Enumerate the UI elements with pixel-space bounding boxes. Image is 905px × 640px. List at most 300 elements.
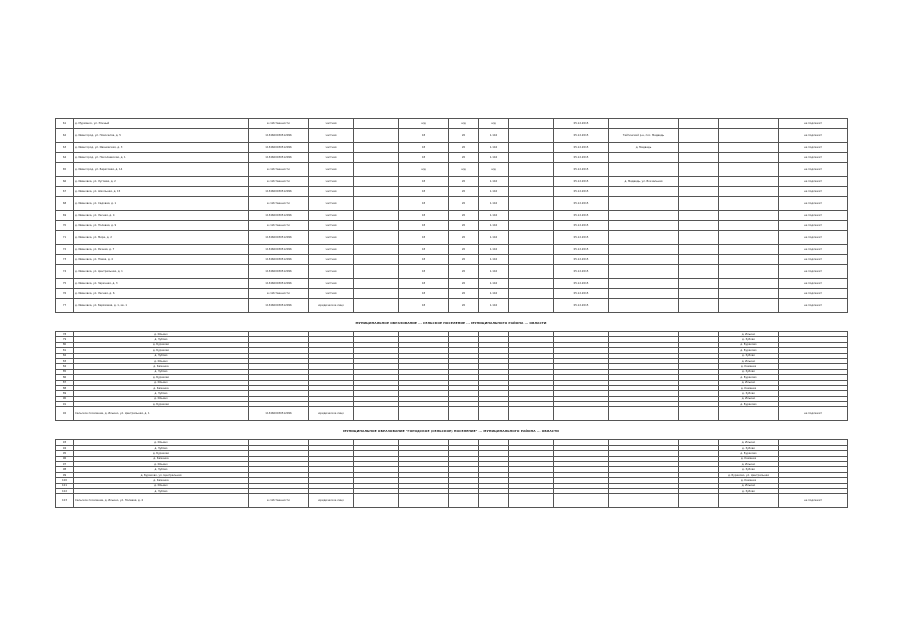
row-value: 1.116: [479, 299, 509, 313]
row-kind: частная: [309, 177, 354, 187]
row-number: 79: [56, 337, 74, 342]
row-owner: 1134600030512096: [249, 153, 309, 163]
row-kind: частная: [309, 153, 354, 163]
row-location: [609, 279, 679, 289]
row-location: [609, 197, 679, 211]
row-empty: [679, 211, 719, 221]
row-number: 102: [56, 488, 74, 493]
row-empty: [609, 494, 679, 508]
row-count: 18: [399, 221, 449, 231]
row-value: 20: [449, 265, 479, 279]
row-owner: 1134600030512096: [249, 143, 309, 153]
row-kind: частная: [309, 265, 354, 279]
row-empty: [354, 255, 399, 265]
row-address: д. Бураково: [74, 375, 249, 380]
row-address: д. Бураково: [74, 348, 249, 353]
row-number: 87: [56, 380, 74, 385]
table-row: [56, 245, 848, 255]
row-detail: д. Зубово: [719, 353, 779, 358]
row-date: 05.12.2015: [554, 197, 609, 211]
row-owner: 1134600030512096: [249, 299, 309, 313]
row-value: 1.116: [479, 153, 509, 163]
row-owner: 1134600030512096: [249, 255, 309, 265]
row-detail: [719, 197, 779, 211]
row-address: д. Бураково: [74, 342, 249, 347]
row-empty: [509, 265, 554, 279]
row-detail: д. Ильино: [719, 483, 779, 488]
row-empty: [354, 245, 399, 255]
row-value: 20: [449, 255, 479, 265]
row-empty: [679, 245, 719, 255]
row-empty: [354, 494, 399, 508]
row-count: 18: [399, 129, 449, 143]
row-address: д. Зубово: [74, 467, 249, 472]
row-detail: д. Ильино: [719, 358, 779, 363]
row-empty: [354, 143, 399, 153]
row-status: не подлежит: [779, 153, 848, 163]
row-number: 73: [56, 255, 74, 265]
row-value: 1.116: [479, 231, 509, 245]
row-count: 18: [399, 143, 449, 153]
row-location: д. Медведь: [609, 143, 679, 153]
row-location: [609, 211, 679, 221]
row-empty: [509, 221, 554, 231]
row-detail: д. Бураково: [719, 402, 779, 407]
row-number: 61: [56, 119, 74, 129]
row-kind: частная: [309, 231, 354, 245]
row-value: 20: [449, 221, 479, 231]
row-owner: в собственности: [249, 289, 309, 299]
table-row: [56, 143, 848, 153]
row-status: не подлежит: [779, 245, 848, 255]
row-value: 1.116: [479, 129, 509, 143]
row-value: 20: [449, 177, 479, 187]
table-row: [56, 279, 848, 289]
row-value: 20: [449, 153, 479, 163]
row-empty: [354, 407, 399, 421]
row-kind: частная: [309, 279, 354, 289]
row-detail: д. Ильино: [719, 332, 779, 337]
row-address: д. Ивановка, ул. Заречная, д. 3: [74, 279, 249, 289]
row-status: не подлежит: [779, 279, 848, 289]
row-kind: частная: [309, 187, 354, 197]
row-address: д. Ивановка, ул. Лесная, д. 4: [74, 211, 249, 221]
row-address: д. Ивангород, ул. Николаевская, д. 1: [74, 153, 249, 163]
row-date: 05.12.2015: [554, 163, 609, 177]
row-detail: д. Бураково, ул. Центральная: [719, 472, 779, 477]
row-value: 20: [449, 289, 479, 299]
row-detail: [719, 231, 779, 245]
row-count: 18: [399, 231, 449, 245]
row-number: 93: [56, 440, 74, 445]
row-owner: 1134600030512096: [249, 265, 309, 279]
table-row: [56, 129, 848, 143]
row-date: 05.12.2015: [554, 289, 609, 299]
row-number: 68: [56, 197, 74, 211]
row-number: 71: [56, 231, 74, 245]
row-number: 101: [56, 483, 74, 488]
row-number: 82: [56, 353, 74, 358]
row-detail: [719, 245, 779, 255]
row-detail: [719, 153, 779, 163]
row-detail: [719, 265, 779, 279]
row-location: Тайгинский р-н, пос. Медведь: [609, 129, 679, 143]
row-owner: в собственности: [249, 494, 309, 508]
row-value: 20: [449, 231, 479, 245]
row-kind: юридическое лицо: [309, 407, 354, 421]
row-empty: [679, 255, 719, 265]
row-address: д. Каменка: [74, 364, 249, 369]
row-address: д. Ивангород, ул. Новоселов, д. 5: [74, 129, 249, 143]
row-number: 67: [56, 187, 74, 197]
row-number: 89: [56, 391, 74, 396]
row-empty: [509, 211, 554, 221]
row-count: 18: [399, 187, 449, 197]
row-date: 05.12.2015: [554, 245, 609, 255]
row-address: д. Бураково: [74, 451, 249, 456]
row-address: д. Ильино: [74, 358, 249, 363]
row-empty: [354, 221, 399, 231]
row-empty: [354, 163, 399, 177]
row-value: 1.116: [479, 289, 509, 299]
row-kind: частная: [309, 119, 354, 129]
row-address: д. Каменка: [74, 385, 249, 390]
row-date: 05.12.2015: [554, 211, 609, 221]
row-empty: [354, 211, 399, 221]
row-number: 80: [56, 342, 74, 347]
row-empty: [354, 299, 399, 313]
row-address: д. Ивановка, ул. Лесная, д. 6: [74, 289, 249, 299]
row-owner: 1134600030512096: [249, 231, 309, 245]
row-number: 91: [56, 402, 74, 407]
row-count: 18: [399, 255, 449, 265]
row-address: д. Ивановка, ул. Луговая, д. 2: [74, 177, 249, 187]
row-owner: в собственности: [249, 197, 309, 211]
row-owner: в собственности: [249, 177, 309, 187]
register-table-top: [55, 118, 848, 313]
row-detail: [719, 187, 779, 197]
row-address: д. Бураково, ул. Центральная: [74, 472, 249, 477]
row-value: 20: [449, 299, 479, 313]
row-address: д. Ивановка, ул. Берёзовая, д. 1, кв. 1: [74, 299, 249, 313]
row-detail: д. Каменка: [719, 385, 779, 390]
row-owner: 1134600030512096: [249, 187, 309, 197]
row-empty: [509, 494, 554, 508]
row-number: 77: [56, 299, 74, 313]
row-empty: [679, 221, 719, 231]
row-number: 63: [56, 143, 74, 153]
row-number: 97: [56, 462, 74, 467]
row-status: не подлежит: [779, 119, 848, 129]
row-address: д. Зубово: [74, 488, 249, 493]
row-detail: д. Зубово: [719, 445, 779, 450]
row-detail: [719, 143, 779, 153]
row-address: д. Мурманск, ул. Южный: [74, 119, 249, 129]
row-count: 18: [399, 279, 449, 289]
row-address: д. Ивановка, ул. Школьная, д. 15: [74, 187, 249, 197]
row-empty: [679, 143, 719, 153]
row-status: не подлежит: [779, 211, 848, 221]
row-date: 05.12.2015: [554, 129, 609, 143]
row-address: д. Зубово: [74, 391, 249, 396]
row-address: д. Ивангород, ул. Ивановская, д. 3: [74, 143, 249, 153]
row-status: не подлежит: [779, 255, 848, 265]
row-number: 78: [56, 332, 74, 337]
row-value: 1.116: [479, 221, 509, 231]
row-empty: [354, 187, 399, 197]
table-row: [56, 153, 848, 163]
row-value: 1.116: [479, 265, 509, 279]
row-detail: [719, 299, 779, 313]
row-empty: [509, 177, 554, 187]
row-date: 05.12.2015: [554, 279, 609, 289]
row-empty: [509, 231, 554, 245]
row-number: 83: [56, 358, 74, 363]
row-empty: [509, 289, 554, 299]
row-kind: частная: [309, 143, 354, 153]
row-empty: [509, 153, 554, 163]
row-empty: [679, 187, 719, 197]
row-status: не подлежит: [779, 407, 848, 421]
row-address: д. Ивановка, ул. Центральная, д. 1: [74, 265, 249, 279]
table-row: [56, 163, 848, 177]
row-owner: в собственности: [249, 119, 309, 129]
row-detail: д. Каменка: [719, 456, 779, 461]
row-empty: [509, 119, 554, 129]
row-detail: д. Ильино: [719, 440, 779, 445]
row-status: не подлежит: [779, 143, 848, 153]
row-empty: [679, 197, 719, 211]
row-value: 1.116: [479, 177, 509, 187]
table-row: [56, 265, 848, 279]
row-value: 20: [449, 211, 479, 221]
row-location: [609, 153, 679, 163]
row-number: 70: [56, 221, 74, 231]
row-date: 05.12.2015: [554, 143, 609, 153]
row-empty: [479, 494, 509, 508]
row-empty: [554, 407, 609, 421]
register-sheet: [55, 118, 847, 508]
row-location: [609, 221, 679, 231]
row-kind: частная: [309, 289, 354, 299]
row-value: 20: [449, 279, 479, 289]
row-count: 18: [399, 177, 449, 187]
row-empty: [509, 299, 554, 313]
row-address: д. Ивановка, ул. Садовая, д. 1: [74, 197, 249, 211]
row-date: 05.12.2015: [554, 265, 609, 279]
row-address: д. Ильино: [74, 462, 249, 467]
row-number: 99: [56, 472, 74, 477]
row-count: 18: [399, 289, 449, 299]
row-location: [609, 245, 679, 255]
row-address: д. Ильино: [74, 483, 249, 488]
row-location: [609, 163, 679, 177]
row-value: 1.116: [479, 211, 509, 221]
table-row: [56, 299, 848, 313]
row-address: д. Ивановка, ул. Новая, д. 4: [74, 255, 249, 265]
row-detail: д. Бураково: [719, 375, 779, 380]
row-status: не подлежит: [779, 221, 848, 231]
row-number: 65: [56, 163, 74, 177]
row-empty: [509, 143, 554, 153]
row-location: [609, 265, 679, 279]
row-empty: [399, 407, 449, 421]
row-date: 05.12.2015: [554, 153, 609, 163]
row-detail: [719, 289, 779, 299]
row-owner: 1134600030512096: [249, 245, 309, 255]
row-detail: [719, 177, 779, 187]
row-empty: [719, 494, 779, 508]
row-status: не подлежит: [779, 177, 848, 187]
row-value: н/д: [479, 163, 509, 177]
row-address: д. Каменка: [74, 456, 249, 461]
row-number: 86: [56, 375, 74, 380]
row-empty: [679, 494, 719, 508]
row-empty: [509, 255, 554, 265]
row-detail: д. Ильино: [719, 396, 779, 401]
row-address: д. Ильино: [74, 396, 249, 401]
row-address: д. Зубово: [74, 353, 249, 358]
row-status: не подлежит: [779, 197, 848, 211]
row-status: не подлежит: [779, 289, 848, 299]
row-address: д. Каменка: [74, 478, 249, 483]
row-empty: [354, 265, 399, 279]
row-value: 1.116: [479, 245, 509, 255]
row-detail: д. Ильино: [719, 462, 779, 467]
row-empty: [719, 407, 779, 421]
row-count: 18: [399, 153, 449, 163]
row-count: 18: [399, 265, 449, 279]
row-value: 20: [449, 143, 479, 153]
row-empty: [679, 163, 719, 177]
row-empty: [679, 231, 719, 245]
row-count: н/д: [399, 119, 449, 129]
row-detail: д. Зубово: [719, 488, 779, 493]
row-detail: [719, 279, 779, 289]
row-address: д. Ивангород, ул. Береговая, д. 14: [74, 163, 249, 177]
row-date: 05.12.2015: [554, 231, 609, 245]
section-title-2: МУНИЦИПАЛЬНОЕ ОБРАЗОВАНИЕ "ГОРОДСКОЕ (СЕЛЬСКОЕ) ПОСЕЛЕНИЕ" ... МУНИЦИПАЛЬНОГО РАЙОНА ... ОБЛАСТИ: [343, 429, 559, 434]
row-value: 20: [449, 187, 479, 197]
table-row: [56, 177, 848, 187]
row-owner: 1134600030512096: [249, 129, 309, 143]
row-address: д. Ивановка, ул. Речная, д. 7: [74, 245, 249, 255]
row-value: 1.116: [479, 143, 509, 153]
row-detail: [719, 221, 779, 231]
row-value: н/д: [449, 119, 479, 129]
row-empty: [509, 187, 554, 197]
row-kind: частная: [309, 163, 354, 177]
row-address: д. Ивановка, ул. Мира, д. 2: [74, 231, 249, 245]
row-count: н/д: [399, 163, 449, 177]
row-empty: [554, 494, 609, 508]
row-number: 88: [56, 385, 74, 390]
row-number: 103: [56, 494, 74, 508]
row-value: 20: [449, 245, 479, 255]
row-location: [609, 231, 679, 245]
row-empty: [509, 245, 554, 255]
register-table-middle: [55, 331, 848, 421]
row-status: не подлежит: [779, 187, 848, 197]
section-title-1: МУНИЦИПАЛЬНОЕ ОБРАЗОВАНИЕ ... СЕЛЬСКОЕ ПОСЕЛЕНИЕ ... МУНИЦИПАЛЬНОГО РАЙОНА ... ОБЛАСТИ: [355, 321, 547, 325]
row-empty: [399, 494, 449, 508]
row-count: 18: [399, 197, 449, 211]
row-owner: в собственности: [249, 163, 309, 177]
row-empty: [509, 197, 554, 211]
row-value: 1.116: [479, 197, 509, 211]
row-empty: [509, 129, 554, 143]
row-number: 75: [56, 279, 74, 289]
row-empty: [354, 289, 399, 299]
row-detail: д. Бураково: [719, 348, 779, 353]
row-address: Сельское поселение, д. Ильино, ул. Центральная, д. 1: [74, 407, 249, 421]
row-location: д. Медведь, ул. Вокзальная: [609, 177, 679, 187]
row-number: 96: [56, 456, 74, 461]
row-value: 1.116: [479, 255, 509, 265]
row-number: 85: [56, 369, 74, 374]
row-empty: [679, 265, 719, 279]
row-detail: [719, 211, 779, 221]
row-kind: частная: [309, 245, 354, 255]
row-empty: [354, 119, 399, 129]
row-kind: частная: [309, 129, 354, 143]
table-row: [56, 221, 848, 231]
row-address: д. Ивановка, ул. Полевая, д. 9: [74, 221, 249, 231]
row-owner: 1134600030512096: [249, 279, 309, 289]
row-empty: [679, 129, 719, 143]
row-detail: д. Бураково: [719, 451, 779, 456]
row-number: 90: [56, 396, 74, 401]
row-value: н/д: [479, 119, 509, 129]
row-kind: частная: [309, 255, 354, 265]
row-detail: [719, 255, 779, 265]
row-number: 94: [56, 445, 74, 450]
row-detail: д. Бураково: [719, 342, 779, 347]
row-owner: 1134600030512096: [249, 407, 309, 421]
row-number: 95: [56, 451, 74, 456]
row-count: 18: [399, 299, 449, 313]
row-location: [609, 187, 679, 197]
table-row: [56, 231, 848, 245]
row-date: 05.12.2015: [554, 299, 609, 313]
row-empty: [679, 407, 719, 421]
row-empty: [354, 153, 399, 163]
table-row: [56, 119, 848, 129]
row-address: д. Зубово: [74, 337, 249, 342]
row-empty: [354, 279, 399, 289]
row-value: 1.116: [479, 279, 509, 289]
table-row: [56, 407, 848, 421]
row-kind: юридическое лицо: [309, 494, 354, 508]
row-date: 05.12.2015: [554, 221, 609, 231]
row-empty: [679, 177, 719, 187]
row-detail: д. Ильино: [719, 380, 779, 385]
row-number: 66: [56, 177, 74, 187]
row-empty: [679, 119, 719, 129]
row-empty: [679, 279, 719, 289]
row-empty: [354, 129, 399, 143]
row-empty: [354, 197, 399, 211]
row-location: [609, 289, 679, 299]
row-kind: частная: [309, 221, 354, 231]
row-address: д. Зубово: [74, 445, 249, 450]
row-value: 1.116: [479, 187, 509, 197]
row-date: 05.12.2015: [554, 187, 609, 197]
row-empty: [679, 153, 719, 163]
row-address: д. Бураково: [74, 402, 249, 407]
row-number: 100: [56, 478, 74, 483]
row-empty: [449, 494, 479, 508]
